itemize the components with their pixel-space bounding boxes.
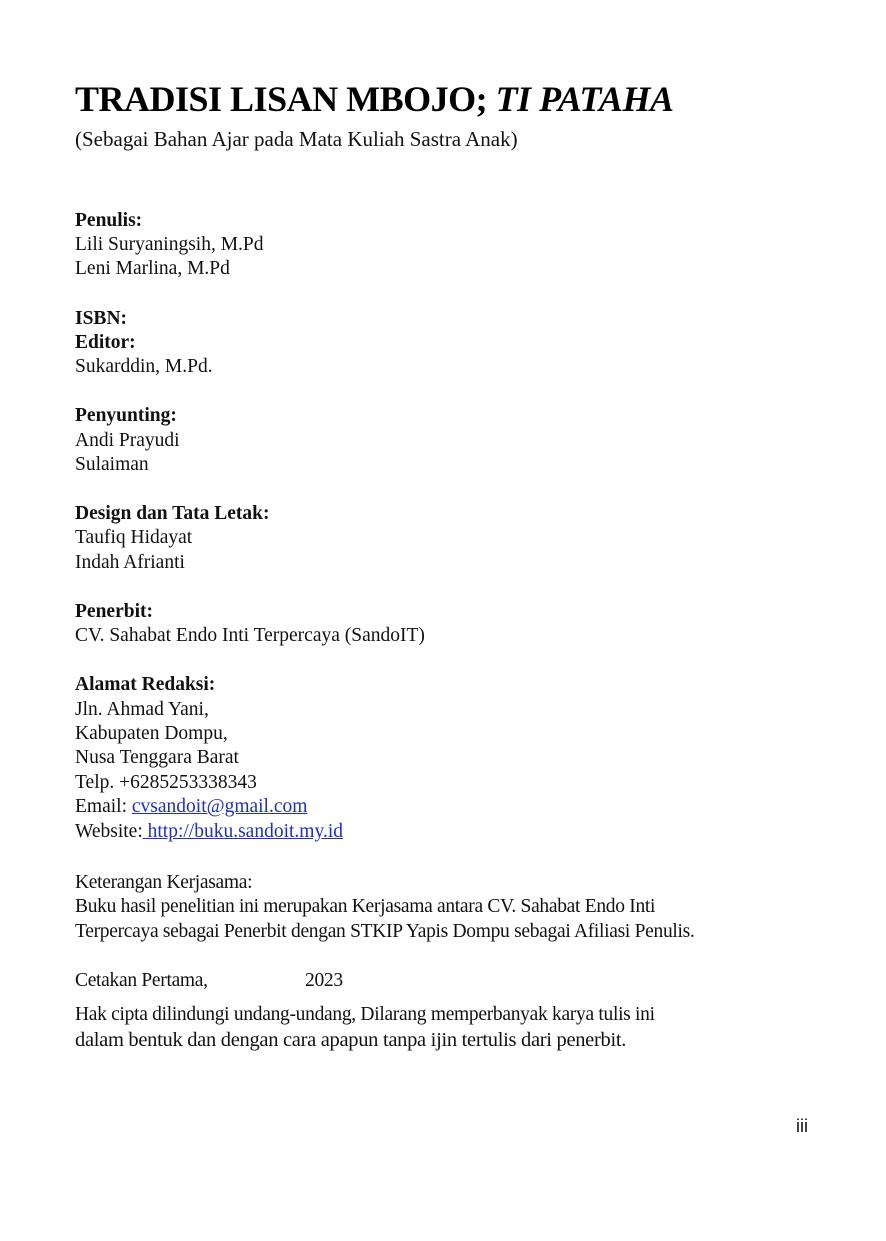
email-line bbox=[75, 795, 307, 819]
website-label: Website: bbox=[75, 821, 143, 842]
book-subtitle: (Sebagai Bahan Ajar pada Mata Kuliah Sastra Anak) bbox=[75, 127, 518, 151]
kerjasama-label: Keterangan Kerjasama: bbox=[75, 872, 253, 893]
alamat-line: Jln. Ahmad Yani, bbox=[75, 699, 209, 720]
alamat-line: Nusa Tenggara Barat bbox=[75, 747, 239, 768]
penulis-name: Leni Marlina, M.Pd bbox=[75, 258, 230, 279]
alamat-line: Kabupaten Dompu, bbox=[75, 723, 228, 744]
penulis-label: Penulis: bbox=[75, 210, 143, 231]
kerjasama-text: Buku hasil penelitian ini merupakan Kerjasama antara CV. Sahabat Endo Inti bbox=[75, 896, 656, 917]
penyunting-name: Andi Prayudi bbox=[75, 430, 180, 451]
hakcipta-text: Hak cipta dilindungi undang-undang, Dilarang memperbanyak karya tulis ini bbox=[75, 1004, 655, 1025]
kerjasama-text: Terpercaya sebagai Penerbit dengan STKIP Yapis Dompu sebagai Afiliasi Penulis. bbox=[75, 921, 695, 942]
editor-name: Sukarddin, M.Pd. bbox=[75, 356, 213, 377]
cetakan-year: 2023 bbox=[305, 970, 343, 991]
hakcipta-text: dalam bentuk dan dengan cara apapun tanpa ijin tertulis dari penerbit. bbox=[75, 1029, 627, 1051]
isbn-label: ISBN: bbox=[75, 308, 128, 329]
penyunting-name: Sulaiman bbox=[75, 454, 149, 475]
alamat-label: Alamat Redaksi: bbox=[75, 674, 216, 695]
website-link[interactable]: http://buku.sandoit.my.id bbox=[142, 821, 343, 842]
website-line bbox=[75, 820, 343, 844]
penerbit-label: Penerbit: bbox=[75, 601, 153, 622]
email-label: Email: bbox=[75, 796, 132, 817]
telp-line: Telp. +6285253338343 bbox=[75, 772, 257, 793]
editor-label: Editor: bbox=[75, 332, 136, 353]
design-label: Design dan Tata Letak: bbox=[75, 503, 270, 524]
page-number: iii bbox=[796, 1116, 808, 1136]
design-name: Taufiq Hidayat bbox=[75, 527, 193, 548]
title-main: TRADISI LISAN MBOJO; bbox=[75, 79, 496, 119]
cetakan-label: Cetakan Pertama, bbox=[75, 970, 208, 991]
design-name: Indah Afrianti bbox=[75, 552, 185, 573]
title-italic: TI PATAHA bbox=[495, 79, 674, 119]
email-link[interactable]: cvsandoit@gmail.com bbox=[131, 796, 308, 817]
penerbit-name: CV. Sahabat Endo Inti Terpercaya (SandoIT) bbox=[75, 625, 425, 646]
penyunting-label: Penyunting: bbox=[75, 405, 177, 426]
book-title bbox=[75, 78, 673, 120]
penulis-name: Lili Suryaningsih, M.Pd bbox=[75, 234, 264, 255]
